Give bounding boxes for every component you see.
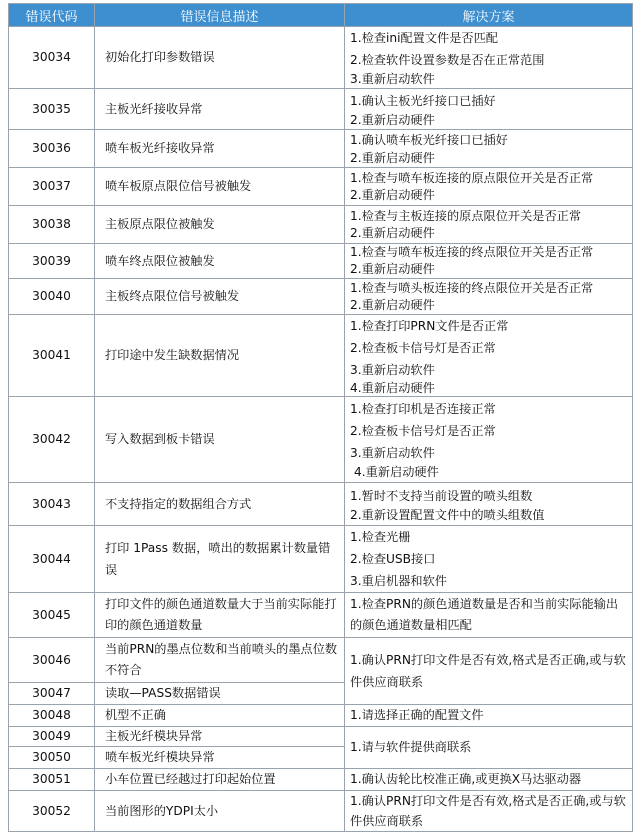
error-code: 30048: [9, 705, 95, 727]
solution-step: 1.检查与主板连接的原点限位开关是否正常: [350, 208, 582, 223]
error-description: 初始化打印参数错误: [95, 27, 345, 89]
solution-cell: [345, 397, 633, 483]
header-solution: 解决方案: [345, 4, 633, 27]
solution-step: 1.检查与喷头板连接的终点限位开关是否正常: [350, 280, 594, 295]
error-description: 小车位置已经越过打印起始位置: [95, 769, 345, 791]
solution-step: 3.重启机器和软件: [350, 574, 447, 588]
solution-step: 1.请与软件提供商联系: [350, 740, 472, 754]
solution-cell: [345, 593, 633, 638]
solution-step: 2.检查USB接口: [350, 552, 436, 566]
error-code: 30044: [9, 526, 95, 593]
error-code: 30047: [9, 683, 95, 705]
error-description: 喷车终点限位被触发: [95, 244, 345, 279]
error-description: 喷车板光纤模块异常: [95, 747, 345, 769]
solution-step: 3.重新启动软件: [350, 363, 435, 377]
solution-step: 1.检查与喷车板连接的原点限位开关是否正常: [350, 170, 594, 185]
error-code: 30041: [9, 315, 95, 397]
solution-step: 1.检查打印机是否连接正常: [350, 402, 496, 416]
header-error-code: 错误代码: [9, 4, 95, 27]
solution-step: 1.确认PRN打印文件是否有效,格式是否正确,或与软件供应商联系: [350, 794, 626, 828]
table-row: [9, 130, 633, 168]
table-row: [9, 593, 633, 638]
solution-cell: [345, 27, 633, 89]
table-row: [9, 638, 633, 683]
solution-step: 3.重新启动软件: [350, 72, 435, 86]
table-row: [9, 27, 633, 89]
table-row: [9, 769, 633, 791]
solution-step: 1.检查光栅: [350, 530, 411, 544]
error-description: 主板终点限位信号被触发: [95, 279, 345, 315]
solution-cell: [345, 315, 633, 397]
solution-step: 2.重新启动硬件: [350, 151, 435, 165]
solution-step: 2.检查软件设置参数是否在正常范围: [350, 53, 545, 67]
solution-cell: [345, 206, 633, 244]
solution-cell: [345, 483, 633, 526]
table-row: [9, 279, 633, 315]
solution-step: 3.重新启动软件: [350, 446, 435, 460]
solution-step: 2.重新启动硬件: [350, 297, 435, 312]
solution-step: 2.重新启动硬件: [350, 225, 435, 240]
table-row: [9, 206, 633, 244]
error-code: 30035: [9, 89, 95, 130]
solution-step: 1.确认PRN打印文件是否有效,格式是否正确,或与软件供应商联系: [350, 653, 626, 689]
solution-step: 2.重新设置配置文件中的喷头组数值: [350, 507, 545, 522]
error-code: 30037: [9, 168, 95, 206]
error-description: 当前图形的YDPI太小: [95, 791, 345, 832]
solution-step: 1.检查打印PRN文件是否正常: [350, 319, 509, 333]
solution-step: 2.重新启动硬件: [350, 187, 435, 202]
solution-cell: [345, 168, 633, 206]
solution-step: 1.检查ini配置文件是否匹配: [350, 31, 498, 45]
solution-step: 1.检查与喷车板连接的终点限位开关是否正常: [350, 245, 594, 259]
solution-step: 2.重新启动硬件: [350, 112, 435, 127]
error-description: 当前PRN的墨点位数和当前喷头的墨点位数不符合: [95, 638, 345, 683]
table-row: [9, 727, 633, 747]
error-code: 30051: [9, 769, 95, 791]
solution-cell: [345, 727, 633, 769]
error-code: 30043: [9, 483, 95, 526]
error-code: 30034: [9, 27, 95, 89]
solution-step: 1.暂时不支持当前设置的喷头组数: [350, 488, 533, 503]
error-description: 打印文件的颜色通道数量大于当前实际能打印的颜色通道数量: [95, 593, 345, 638]
error-code-table-container: [8, 3, 632, 832]
table-row: [9, 315, 633, 397]
error-description: 读取—PASS数据错误: [95, 683, 345, 705]
solution-step: 1.确认齿轮比校准正确,或更换X马达驱动器: [350, 772, 582, 786]
error-code-table: [8, 3, 633, 832]
error-description: 机型不正确: [95, 705, 345, 727]
solution-cell: [345, 526, 633, 593]
solution-step: 1.请选择正确的配置文件: [350, 708, 484, 722]
solution-cell: [345, 244, 633, 279]
error-code: 30042: [9, 397, 95, 483]
solution-cell: [345, 705, 633, 727]
solution-step: 1.确认主板光纤接口已插好: [350, 93, 496, 108]
error-code: 30039: [9, 244, 95, 279]
solution-step: 4.重新启动硬件: [354, 465, 439, 479]
error-description: 不支持指定的数据组合方式: [95, 483, 345, 526]
solution-cell: [345, 791, 633, 832]
error-description: 主板光纤模块异常: [95, 727, 345, 747]
error-description: 喷车板原点限位信号被触发: [95, 168, 345, 206]
error-code: 30050: [9, 747, 95, 769]
error-code: 30052: [9, 791, 95, 832]
error-description: 主板光纤接收异常: [95, 89, 345, 130]
error-code: 30045: [9, 593, 95, 638]
solution-cell: [345, 769, 633, 791]
solution-step: 1.确认喷车板光纤接口已插好: [350, 133, 508, 147]
solution-step: 2.检查板卡信号灯是否正常: [350, 424, 496, 438]
error-code: 30036: [9, 130, 95, 168]
error-description: 主板原点限位被触发: [95, 206, 345, 244]
table-row: [9, 483, 633, 526]
error-description: 打印途中发生缺数据情况: [95, 315, 345, 397]
solution-cell: [345, 89, 633, 130]
table-row: [9, 397, 633, 483]
error-description: 写入数据到板卡错误: [95, 397, 345, 483]
error-description: 打印 1Pass 数据，喷出的数据累计数量错误: [95, 526, 345, 593]
error-code: 30038: [9, 206, 95, 244]
error-code: 30049: [9, 727, 95, 747]
solution-step: 2.重新启动硬件: [350, 262, 435, 276]
solution-step: 2.检查板卡信号灯是否正常: [350, 341, 496, 355]
header-error-description: 错误信息描述: [95, 4, 345, 27]
solution-step: 1.检查PRN的颜色通道数量是否和当前实际能输出的颜色通道数量相匹配: [350, 597, 619, 632]
table-row: [9, 89, 633, 130]
table-row: [9, 791, 633, 832]
table-row: [9, 168, 633, 206]
error-code: 30046: [9, 638, 95, 683]
table-row: [9, 526, 633, 593]
solution-step: 4.重新启动硬件: [350, 381, 435, 395]
solution-cell: [345, 638, 633, 705]
solution-cell: [345, 279, 633, 315]
error-code: 30040: [9, 279, 95, 315]
table-header-row: [9, 4, 633, 27]
table-row: [9, 244, 633, 279]
solution-cell: [345, 130, 633, 168]
error-description: 喷车板光纤接收异常: [95, 130, 345, 168]
table-row: [9, 705, 633, 727]
